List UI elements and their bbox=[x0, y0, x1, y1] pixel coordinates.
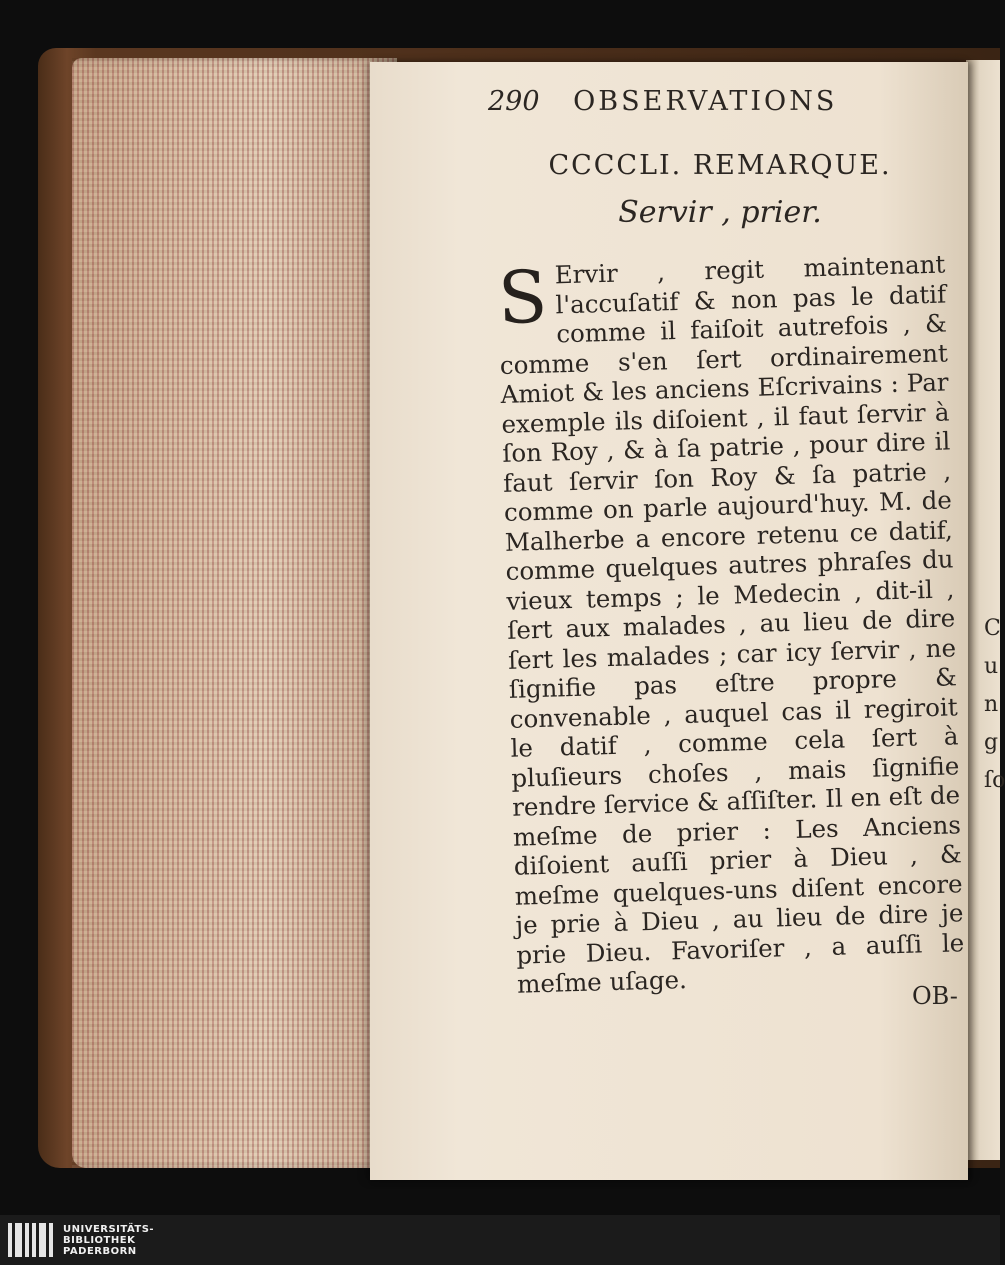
catchword: OB- bbox=[912, 982, 958, 1010]
remark-title: CCCCLI. REMARQUE. bbox=[548, 150, 892, 181]
facing-glyph: g bbox=[984, 730, 999, 755]
facing-glyph: n bbox=[984, 692, 999, 717]
facing-page-glyphs bbox=[984, 610, 1005, 800]
facing-glyph: ſo bbox=[984, 768, 1005, 793]
library-logo bbox=[0, 1215, 1000, 1265]
remark-subject: Servir , prier. bbox=[618, 195, 822, 230]
remark-body bbox=[497, 249, 965, 999]
running-head: OBSERVATIONS bbox=[573, 86, 838, 117]
drop-cap: S bbox=[496, 254, 549, 340]
body-text: Ervir , regit maintenant l'accuſatif & non pas le datif comme il faiſoit autrefois , & comme s'en ſert ordinairement Amiot & les anciens Eſcrivains : Par exemple ils diſoient , il faut ſervir à ſon Roy , & à ſa patrie , pour dire il faut ſervir ſon Roy & ſa patrie , comme on parle aujourd'huy. M. de Malherbe a encore retenu ce datif, comme quelques autres phraſes du vieux temps ; le Medecin , dit-il , ſert aux malades , au lieu de dire ſert les malades ; car icy ſervir , ne ſignifie pas eſtre propre & convenable , auquel cas il regiroit le datif , comme cela ſert à pluſieurs choſes , mais ſignifie rendre ſervice & aſſiſter. Il en eſt de meſme de prier : Les Anciens diſoient auſſi prier à Dieu , & meſme quelques-uns diſent encore je prie à Dieu , au lieu de dire je prie Dieu. Favoriſer , a auſſi le meſme uſage. bbox=[499, 249, 965, 999]
facing-glyph: C bbox=[984, 616, 1001, 641]
logo-line: UNIVERSITÄTS- bbox=[63, 1223, 155, 1235]
logo-line: PADERBORN bbox=[63, 1245, 137, 1257]
logo-bars-icon bbox=[8, 1223, 53, 1257]
logo-line: BIBLIOTHEK bbox=[63, 1234, 136, 1246]
facing-glyph: u bbox=[984, 654, 999, 679]
page-number: 290 bbox=[488, 86, 540, 117]
running-header bbox=[488, 86, 888, 117]
logo-text bbox=[63, 1224, 154, 1257]
page-edges bbox=[72, 58, 397, 1168]
